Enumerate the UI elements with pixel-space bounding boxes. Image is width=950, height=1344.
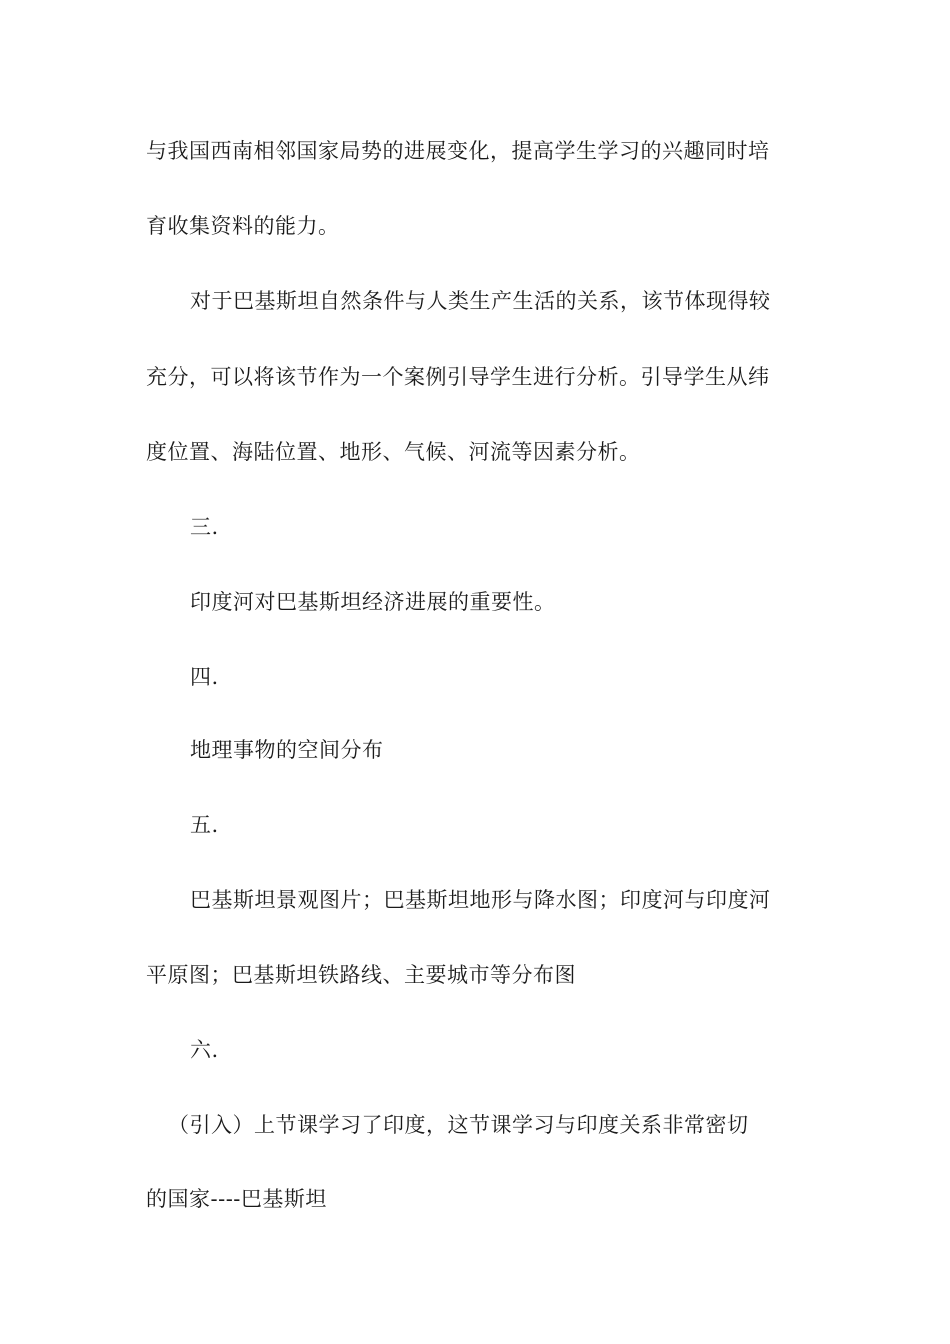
section-number: 六.: [190, 1038, 219, 1062]
paragraph-line: 的国家----巴基斯坦: [146, 1187, 327, 1211]
section-number: 四.: [190, 665, 219, 689]
paragraph-line: 育收集资料的能力。: [146, 214, 340, 238]
paragraph-line: 对于巴基斯坦自然条件与人类生产生活的关系，该节体现得较: [190, 289, 771, 313]
paragraph-line: 印度河对巴基斯坦经济进展的重要性。: [190, 590, 556, 614]
paragraph-line: （引入）上节课学习了印度，这节课学习与印度关系非常密切: [168, 1113, 749, 1137]
paragraph-line: 地理事物的空间分布: [190, 738, 384, 762]
section-number: 五.: [190, 813, 219, 837]
paragraph-line: 巴基斯坦景观图片；巴基斯坦地形与降水图；印度河与印度河: [190, 888, 771, 912]
paragraph-line: 与我国西南相邻国家局势的进展变化，提高学生学习的兴趣同时培: [146, 139, 770, 163]
paragraph-line: 度位置、海陆位置、地形、气候、河流等因素分析。: [146, 440, 641, 464]
paragraph-line: 充分，可以将该节作为一个案例引导学生进行分析。引导学生从纬: [146, 365, 770, 389]
section-number: 三.: [190, 515, 219, 539]
paragraph-line: 平原图；巴基斯坦铁路线、主要城市等分布图: [146, 963, 576, 987]
